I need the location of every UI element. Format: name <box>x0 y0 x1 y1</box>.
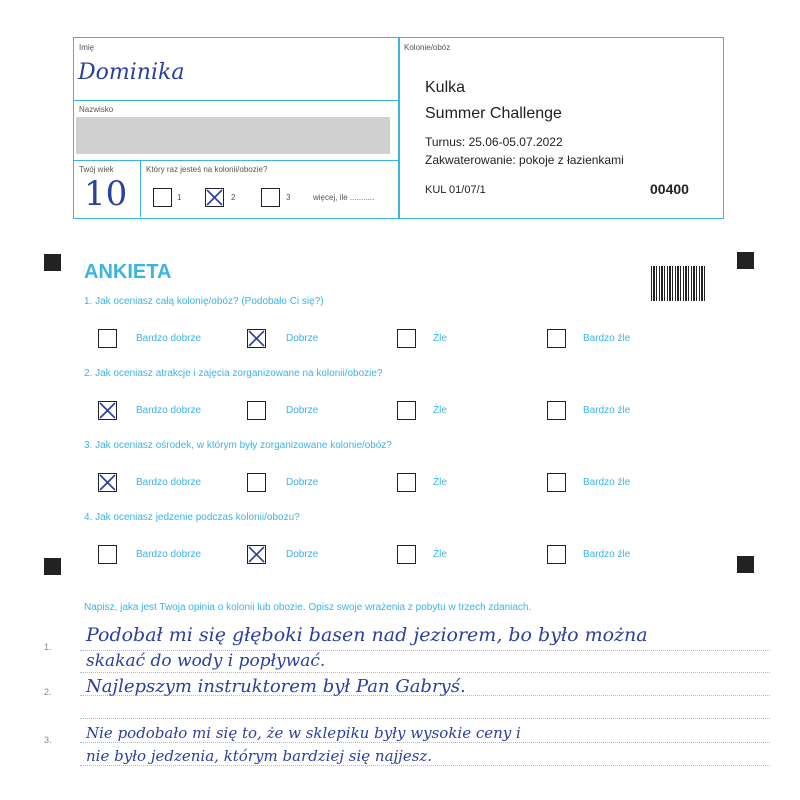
opinion-line-4[interactable]: Nie podobało mi się to, że w sklepiku były wysokie ceny i <box>86 724 521 742</box>
question-2-checkbox-1[interactable] <box>98 401 117 420</box>
question-1-option-label: Bardzo źle <box>583 333 631 344</box>
question-1-checkbox-3[interactable] <box>397 329 416 348</box>
question-2-option-label: Bardzo dobrze <box>136 405 202 416</box>
divider-age <box>73 160 398 161</box>
question-4-checkbox-2[interactable] <box>247 545 266 564</box>
question-1-checkbox-4[interactable] <box>547 329 566 348</box>
question-3-text: 3. Jak oceniasz ośrodek, w którym były zorganizowane kolonie/obóz? <box>84 440 392 451</box>
question-4-option-label: Źle <box>433 549 447 560</box>
question-4-option-label: Bardzo źle <box>583 549 631 560</box>
question-2-option-label: Bardzo źle <box>583 405 631 416</box>
question-4-text: 4. Jak oceniasz jedzenie podczas kolonii/obozu? <box>84 512 300 523</box>
question-1-text: 1. Jak oceniasz całą kolonię/obóz? (Podobało Ci się?) <box>84 296 324 307</box>
registration-mark-top-left <box>44 254 61 271</box>
nazwisko-label: Nazwisko <box>79 105 114 114</box>
camp-name: Kulka <box>425 79 466 96</box>
camp-code: KUL 01/07/1 <box>425 184 486 196</box>
registration-mark-top-right <box>737 252 754 269</box>
visit-checkbox-3[interactable] <box>261 188 280 207</box>
dotted-line <box>80 672 770 673</box>
wiek-value[interactable]: 10 <box>84 174 128 214</box>
opinion-line-3[interactable]: Najlepszym instruktorem był Pan Gabryś. <box>86 676 466 697</box>
question-2-text: 2. Jak oceniasz atrakcje i zajęcia zorganizowane na kolonii/obozie? <box>84 368 383 379</box>
question-2-checkbox-3[interactable] <box>397 401 416 420</box>
divider-name <box>73 100 398 101</box>
opinion-line-1[interactable]: Podobał mi się głęboki basen nad jeziorem, bo było można <box>86 624 648 646</box>
dotted-line <box>80 765 770 766</box>
question-2-checkbox-2[interactable] <box>247 401 266 420</box>
survey-title: ANKIETA <box>84 261 172 283</box>
question-4-checkbox-1[interactable] <box>98 545 117 564</box>
question-3-option-label: Bardzo dobrze <box>136 477 202 488</box>
line-number-2: 2. <box>44 687 52 697</box>
question-3-option-label: Dobrze <box>286 477 319 488</box>
question-4-option-label: Dobrze <box>286 549 319 560</box>
question-3-checkbox-4[interactable] <box>547 473 566 492</box>
visit-checkbox-1[interactable] <box>153 188 172 207</box>
opinion-line-2[interactable]: skakać do wody i popływać. <box>86 651 326 671</box>
question-3-option-label: Bardzo źle <box>583 477 631 488</box>
imie-value[interactable]: Dominika <box>78 60 185 85</box>
question-3-checkbox-2[interactable] <box>247 473 266 492</box>
checkmark-x-icon <box>246 328 267 349</box>
dotted-line <box>80 718 770 719</box>
camp-program: Summer Challenge <box>425 105 562 122</box>
opinion-line-5[interactable]: nie było jedzenia, którym bardziej się najjesz. <box>86 747 433 765</box>
divider-age-v <box>140 160 141 217</box>
camp-zakwaterowanie: Zakwaterowanie: pokoje z łazienkami <box>425 153 624 167</box>
dotted-line <box>80 742 770 743</box>
registration-mark-bottom-right <box>737 556 754 573</box>
line-number-1: 1. <box>44 642 52 652</box>
question-2-checkbox-4[interactable] <box>547 401 566 420</box>
line-number-3: 3. <box>44 735 52 745</box>
wiek-label: Twój wiek <box>79 165 114 174</box>
barcode <box>651 266 706 301</box>
visit-option-1: 1 <box>177 193 182 202</box>
question-1-checkbox-1[interactable] <box>98 329 117 348</box>
wiecej-label: więcej, ile ........... <box>313 193 375 202</box>
checkmark-x-icon <box>204 187 225 208</box>
imie-label: Imię <box>79 43 95 52</box>
question-3-checkbox-1[interactable] <box>98 473 117 492</box>
camp-turnus: Turnus: 25.06-05.07.2022 <box>425 135 563 149</box>
ktory-raz-label: Który raz jesteś na kolonii/obozie? <box>146 165 268 174</box>
question-2-option-label: Źle <box>433 405 447 416</box>
question-1-option-label: Źle <box>433 333 447 344</box>
question-1-option-label: Bardzo dobrze <box>136 333 202 344</box>
question-3-option-label: Źle <box>433 477 447 488</box>
visit-option-2: 2 <box>231 193 236 202</box>
question-1-checkbox-2[interactable] <box>247 329 266 348</box>
question-4-checkbox-4[interactable] <box>547 545 566 564</box>
registration-mark-bottom-left <box>44 558 61 575</box>
visit-option-3: 3 <box>286 193 291 202</box>
question-4-checkbox-3[interactable] <box>397 545 416 564</box>
checkmark-x-icon <box>97 472 118 493</box>
question-1-option-label: Dobrze <box>286 333 319 344</box>
visit-checkbox-2[interactable] <box>205 188 224 207</box>
question-2-option-label: Dobrze <box>286 405 319 416</box>
checkmark-x-icon <box>97 400 118 421</box>
checkmark-x-icon <box>246 544 267 565</box>
nazwisko-redacted <box>76 117 390 154</box>
form-number: 00400 <box>650 181 689 197</box>
opinion-prompt: Napisz, jaka jest Twoja opinia o kolonii lub obozie. Opisz swoje wrażenia z pobytu w trzech zdaniach. <box>84 602 532 613</box>
question-4-option-label: Bardzo dobrze <box>136 549 202 560</box>
kolonia-label: Kolonie/obóz <box>404 43 451 52</box>
question-3-checkbox-3[interactable] <box>397 473 416 492</box>
